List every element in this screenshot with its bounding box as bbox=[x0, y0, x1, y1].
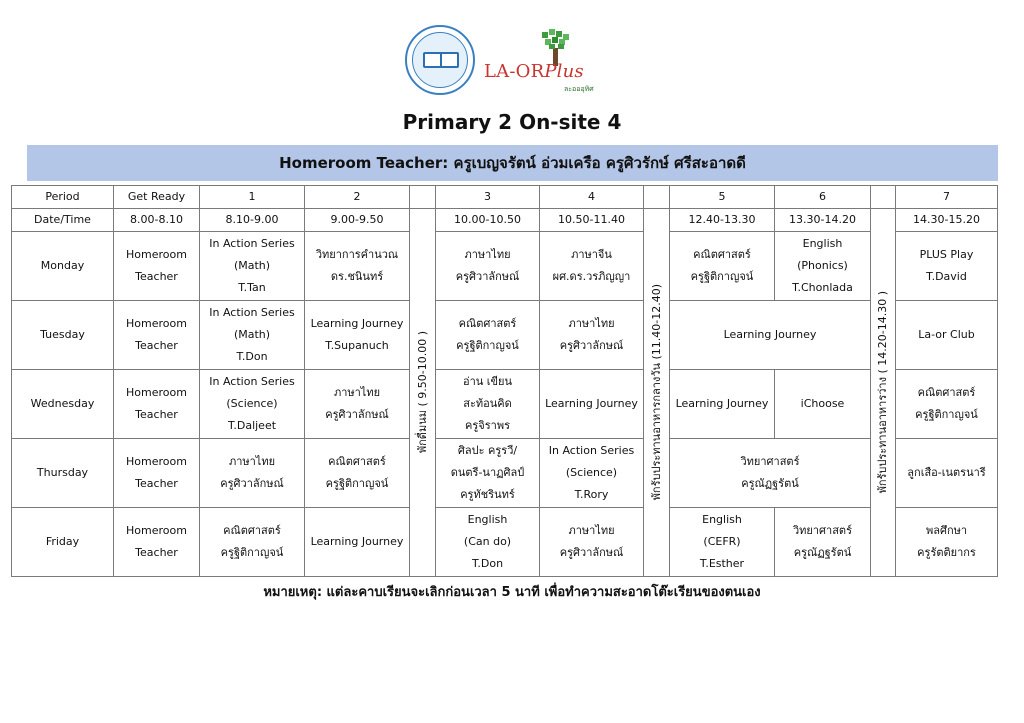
time-header-cell: 10.50-11.40 bbox=[540, 209, 644, 232]
day-row-monday bbox=[12, 232, 998, 301]
day-row-thursday bbox=[12, 439, 998, 508]
time-header-row bbox=[12, 209, 998, 232]
laor-sub-text: ละอออุทิศ bbox=[564, 85, 594, 93]
class-cell: Homeroom Teacher bbox=[114, 508, 200, 577]
period-header-cell: 6 bbox=[775, 186, 871, 209]
class-cell: ภาษาไทย ครูศิวาลักษณ์ bbox=[436, 232, 540, 301]
class-cell: English (Can do) T.Don bbox=[436, 508, 540, 577]
class-cell: คณิตศาสตร์ ครูฐิติกาญจน์ bbox=[896, 370, 998, 439]
class-cell: ภาษาไทย ครูศิวาลักษณ์ bbox=[305, 370, 410, 439]
period-header-cell: 7 bbox=[896, 186, 998, 209]
homeroom-teacher-text: Homeroom Teacher: ครูเบญจรัตน์ อ่วมเครือ ครูศิวรักษ์ ศรีสะอาดดี bbox=[279, 154, 746, 172]
day-row-wednesday bbox=[12, 370, 998, 439]
class-cell: อ่าน เขียน สะท้อนคิด ครูจิราพร bbox=[436, 370, 540, 439]
break-cell-morning bbox=[410, 209, 436, 577]
class-cell: In Action Series (Science) T.Rory bbox=[540, 439, 644, 508]
day-row-tuesday bbox=[12, 301, 998, 370]
class-cell: iChoose bbox=[775, 370, 871, 439]
class-cell-merged: วิทยาศาสตร์ ครูณัฏฐรัตน์ bbox=[670, 439, 871, 508]
class-cell: ภาษาไทย ครูศิวาลักษณ์ bbox=[200, 439, 305, 508]
laor-plus-logo bbox=[484, 28, 604, 94]
day-label: Monday bbox=[12, 232, 114, 301]
homeroom-teacher-bar bbox=[27, 145, 998, 181]
day-label: Friday bbox=[12, 508, 114, 577]
class-cell: พลศึกษา ครูรัตติยากร bbox=[896, 508, 998, 577]
break-header-cell bbox=[410, 186, 436, 209]
break-cell-lunch bbox=[644, 209, 670, 577]
footnote: หมายเหตุ: แต่ละคาบเรียนจะเลิกก่อนเวลา 5 นาที เพื่อทำความสะอาดโต๊ะเรียนของตนเอง bbox=[263, 585, 761, 600]
break-label-lunch: พักรับประทานอาหารกลางวัน (11.40-12.40) bbox=[649, 284, 663, 501]
break-label-morning: พักดื่มนม ( 9.50-10.00 ) bbox=[415, 331, 429, 454]
class-cell: Homeroom Teacher bbox=[114, 232, 200, 301]
class-cell: Learning Journey bbox=[540, 370, 644, 439]
class-cell: วิทยาการคำนวณ ดร.ชนินทร์ bbox=[305, 232, 410, 301]
period-header-cell: 2 bbox=[305, 186, 410, 209]
class-cell: ศิลปะ ครูรวี/ ดนตรี-นาฏศิลป์ ครูทัชรินทร์ bbox=[436, 439, 540, 508]
time-header-cell: 14.30-15.20 bbox=[896, 209, 998, 232]
break-header-cell bbox=[871, 186, 896, 209]
time-header-cell: 9.00-9.50 bbox=[305, 209, 410, 232]
day-label: Tuesday bbox=[12, 301, 114, 370]
break-cell-afternoon bbox=[871, 209, 896, 577]
class-cell: คณิตศาสตร์ ครูฐิติกาญจน์ bbox=[670, 232, 775, 301]
class-cell: ภาษาไทย ครูศิวาลักษณ์ bbox=[540, 301, 644, 370]
class-cell: In Action Series (Science) T.Daljeet bbox=[200, 370, 305, 439]
class-cell-merged: Learning Journey bbox=[670, 301, 871, 370]
class-cell: English (Phonics) T.Chonlada bbox=[775, 232, 871, 301]
period-header-cell: 1 bbox=[200, 186, 305, 209]
class-cell: Learning Journey bbox=[670, 370, 775, 439]
class-cell: คณิตศาสตร์ ครูฐิติกาญจน์ bbox=[305, 439, 410, 508]
break-header-cell bbox=[644, 186, 670, 209]
time-header-cell: 10.00-10.50 bbox=[436, 209, 540, 232]
time-header-cell: 8.10-9.00 bbox=[200, 209, 305, 232]
class-cell: ลูกเสือ-เนตรนารี bbox=[896, 439, 998, 508]
time-header-cell: 12.40-13.30 bbox=[670, 209, 775, 232]
page-title: Primary 2 On-site 4 bbox=[402, 110, 622, 134]
class-cell: English (CEFR) T.Esther bbox=[670, 508, 775, 577]
class-cell: La-or Club bbox=[896, 301, 998, 370]
class-cell: คณิตศาสตร์ ครูฐิติกาญจน์ bbox=[200, 508, 305, 577]
class-cell: PLUS Play T.David bbox=[896, 232, 998, 301]
period-header-cell: 5 bbox=[670, 186, 775, 209]
class-cell: Homeroom Teacher bbox=[114, 439, 200, 508]
time-header-cell: Date/Time bbox=[12, 209, 114, 232]
break-label-afternoon: พักรับประทานอาหารว่าง ( 14.20-14.30 ) bbox=[876, 291, 889, 494]
class-cell: คณิตศาสตร์ ครูฐิติกาญจน์ bbox=[436, 301, 540, 370]
class-cell: In Action Series (Math) T.Don bbox=[200, 301, 305, 370]
day-label: Wednesday bbox=[12, 370, 114, 439]
class-cell: In Action Series (Math) T.Tan bbox=[200, 232, 305, 301]
class-cell: Homeroom Teacher bbox=[114, 301, 200, 370]
timetable bbox=[11, 185, 998, 577]
time-header-cell: 8.00-8.10 bbox=[114, 209, 200, 232]
period-header-cell: 3 bbox=[436, 186, 540, 209]
class-cell: วิทยาศาสตร์ ครูณัฏฐรัตน์ bbox=[775, 508, 871, 577]
period-header-cell: 4 bbox=[540, 186, 644, 209]
day-label: Thursday bbox=[12, 439, 114, 508]
class-cell: Learning Journey T.Supanuch bbox=[305, 301, 410, 370]
school-seal-logo bbox=[405, 25, 475, 95]
period-header-cell: Period bbox=[12, 186, 114, 209]
period-header-row bbox=[12, 186, 998, 209]
class-cell: ภาษาไทย ครูศิวาลักษณ์ bbox=[540, 508, 644, 577]
period-header-cell: Get Ready bbox=[114, 186, 200, 209]
logo-area bbox=[0, 22, 1024, 100]
class-cell: Homeroom Teacher bbox=[114, 370, 200, 439]
class-cell: ภาษาจีน ผศ.ดร.วรภิญญา bbox=[540, 232, 644, 301]
day-row-friday bbox=[12, 508, 998, 577]
laor-brand-text: LA-ORPlus bbox=[484, 61, 584, 82]
time-header-cell: 13.30-14.20 bbox=[775, 209, 871, 232]
class-cell: Learning Journey bbox=[305, 508, 410, 577]
